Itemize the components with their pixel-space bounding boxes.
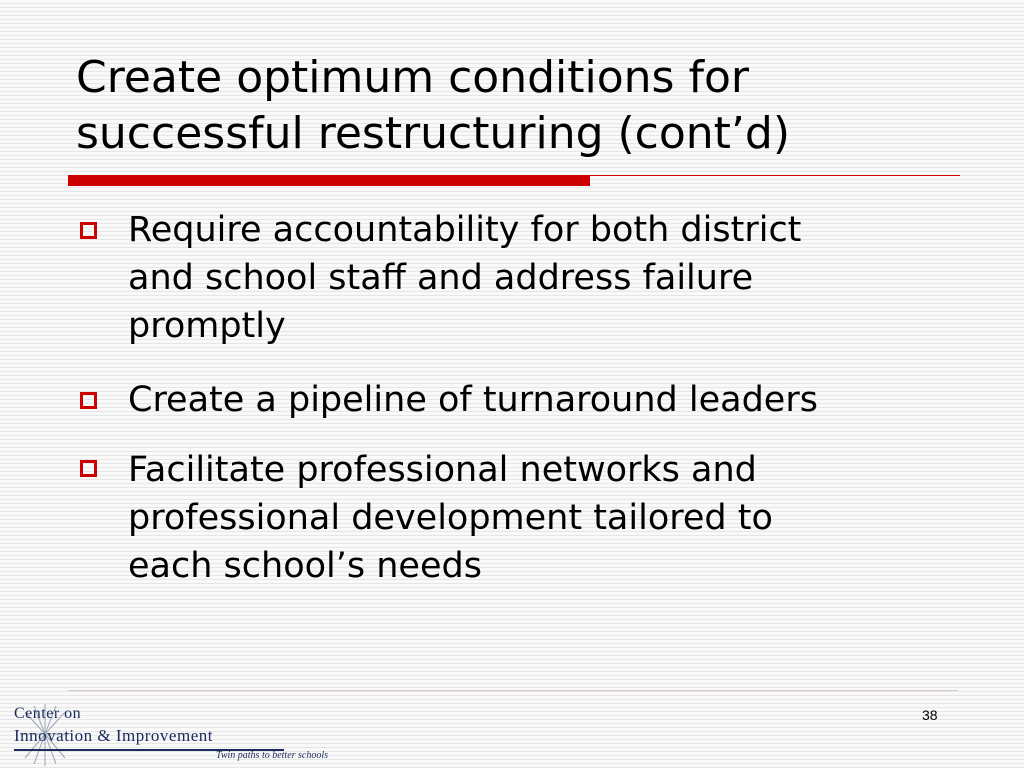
bullet-1-line-1: Require accountability for both district xyxy=(128,210,802,250)
square-bullet-icon xyxy=(80,222,97,239)
title-underline-thin xyxy=(590,175,960,176)
bullet-text-1 xyxy=(128,206,968,350)
logo-text-line-2: Innovation & Improvement xyxy=(14,726,213,745)
slide-title-line-1: Create optimum conditions for xyxy=(76,52,749,103)
bullet-3-line-3: each school’s needs xyxy=(128,546,482,586)
slide-title-line-2: successful restructuring (cont’d) xyxy=(76,108,790,159)
square-bullet-icon xyxy=(80,392,97,409)
title-underline-thick xyxy=(68,175,590,186)
logo-tagline: Twin paths to better schools xyxy=(216,750,329,761)
logo-text-line-1: Center on xyxy=(14,705,82,722)
organization-logo xyxy=(0,694,340,768)
bullet-text-3 xyxy=(128,446,968,590)
square-bullet-icon xyxy=(80,460,97,477)
bullet-3-line-2: professional development tailored to xyxy=(128,498,773,538)
footer-divider xyxy=(68,690,958,691)
bullet-3-line-1: Facilitate professional networks and xyxy=(128,450,757,490)
page-number: 38 xyxy=(922,707,938,723)
slide-title xyxy=(76,50,976,162)
bullet-text-2 xyxy=(128,376,968,424)
bullet-2-line-1: Create a pipeline of turnaround leaders xyxy=(128,380,818,420)
bullet-1-line-3: promptly xyxy=(128,306,286,346)
bullet-1-line-2: and school staff and address failure xyxy=(128,258,754,298)
